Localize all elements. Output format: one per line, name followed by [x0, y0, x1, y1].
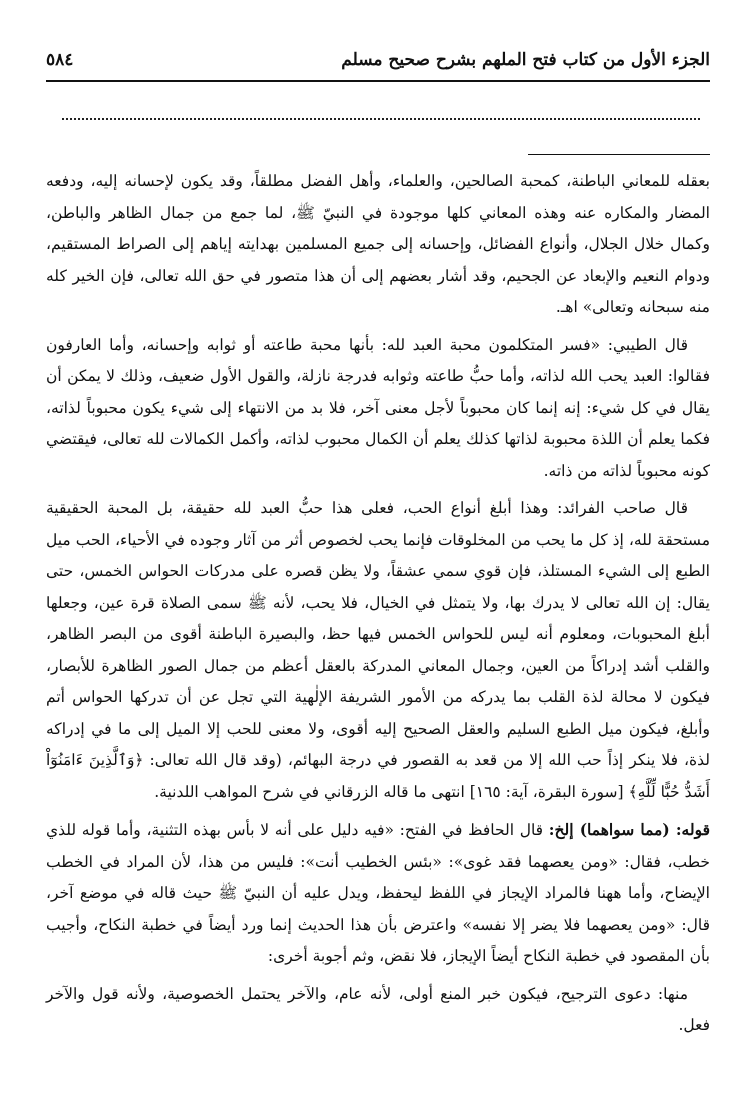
paragraph-text: قال الطيبي: «فسر المتكلمون محبة العبد لله: بأنها محبة طاعته أو ثوابه وإحسانه، وأما العارفون فقالوا: العبد يحب الله لذاته، وأما حبُّ طاعته وثوابه فدرجة نازلة، والقول الأول ضعيف، وذلك لا يمكن أن يقال في كل شيء: إنه إنما كان محبوباً لأجل معنى آخر، فلا بد من الانتهاء إلى شيء يكون محبوباً لذاته، فكما يعلم أن اللذة محبوبة لذاتها كذلك يعلم أن الكمال محبوب لذاته، وأكمل الكمالات لله تعالى، فيقتضي كونه محبوباً لذاته من ذاته.: [46, 335, 710, 480]
paragraph: [46, 166, 710, 324]
paragraph: [46, 814, 710, 973]
dotted-separator: [62, 118, 700, 120]
paragraph-text: قال الحافظ في الفتح: «فيه دليل على أنه لا بأس بهذه التثنية، وأما قوله للذي خطب، فقال: «ومن يعصهما فقد غوى»: «بئس الخطيب أنت»: فليس من هذا، لأن المراد في الخطب الإيضاح، وأما ههنا فالمراد الإيجاز في اللفظ ليحفظ، ويدل عليه أن النبيّ ﷺ حيث قاله في موضع آخر، قال: «ومن يعصهما فلا يضر إلا نفسه» واعترض بأن هذا الحديث إنما ورد أيضاً في خطبة النكاح، وأجيب بأن المقصود في خطبة النكاح أيضاً الإيجاز، فلا نقض، وثم أجوبة أخرى:: [46, 821, 710, 965]
paragraph: [46, 493, 710, 808]
paragraph-text: بعقله للمعاني الباطنة، كمحبة الصالحين، والعلماء، وأهل الفضل مطلقاً، وقد يكون لإحسانه إليه، ودفعه المضار والمكاره عنه وهذه المعاني كلها موجودة في النبيّ ﷺ، لما جمع من جمال الظاهر والباطن، وكمال خلال الجلال، وأنواع الفضائل، وإحسانه إلى جميع المسلمين بهدايته إياهم إلى الصراط المستقيم، ودوام النعيم والإبعاد عن الجحيم، وقد أشار بعضهم إلى أن هذا متصور في حق الله تعالى، فإن الخير كله منه سبحانه وتعالى» اهـ.: [46, 172, 710, 316]
header-rule: [46, 80, 710, 82]
paragraph-text: قال صاحب الفرائد: وهذا أبلغ أنواع الحب، فعلى هذا حبُّ العبد لله حقيقة، بل المحبة الحقيقية مستحقة لله، إذ كل ما يحب من المخلوقات فإنما يحب لخصوص أثر من آثار وجوده في الأحياء، الحب ميل الطبع إلى الشيء المستلذ، فإن قوي سمي عشقاً، ولا يظن قصره على مدركات الحواس الخمس، حتى يقال: إن الله تعالى لا يدرك بها، ولا يتمثل في الخيال، فلا يحب، لأنه ﷺ سمى الصلاة قرة عين، وجعلها أبلغ المحبوبات، ومعلوم أنه ليس للحواس الخمس فيها حظ، والبصيرة الباطنة أقوى من البصر الظاهر، والقلب أشد إدراكاً من العين، وجمال المعاني المدركة بالعقل أعظم من جمال الصور الظاهرة للأبصار، فيكون لا محالة لذة القلب بما يدركه من الأمور الشريفة الإلٰهية التي تجل عن أن تدركها الحواس أتم وأبلغ، فيكون ميل الطبع السليم والعقل الصحيح إليه أقوى، ولا معنى للحب إلا الميل إلى ما في إدراكه لذة، فلا ينكر إذاً حب الله إلا من قعد به القصور في درجة البهائم، (وقد قال الله تعالى: ﴿وَٱلَّذِينَ ءَامَنُوٓاْ أَشَدُّ حُبًّا لِّلَّهِ﴾ [سورة البقرة، آية: ١٦٥] انتهى ما قاله الزرقاني في شرح المواهب اللدنية.: [46, 499, 710, 801]
paragraph: [46, 330, 710, 488]
running-title: الجزء الأول من كتاب فتح الملهم بشرح صحيح مسلم: [341, 50, 710, 70]
page-body: [46, 166, 710, 1048]
footnote-rule: [528, 154, 710, 155]
paragraph-lead: قوله: (مما سواهما) إلخ:: [548, 820, 710, 839]
page-number: ٥٨٤: [46, 50, 74, 70]
paragraph: [46, 979, 710, 1042]
page-header: [46, 44, 710, 76]
paragraph-text: منها: دعوى الترجيح، فيكون خبر المنع أولى، لأنه عام، والآخر يحتمل الخصوصية، ولأنه قول والآخر فعل.: [46, 984, 710, 1034]
